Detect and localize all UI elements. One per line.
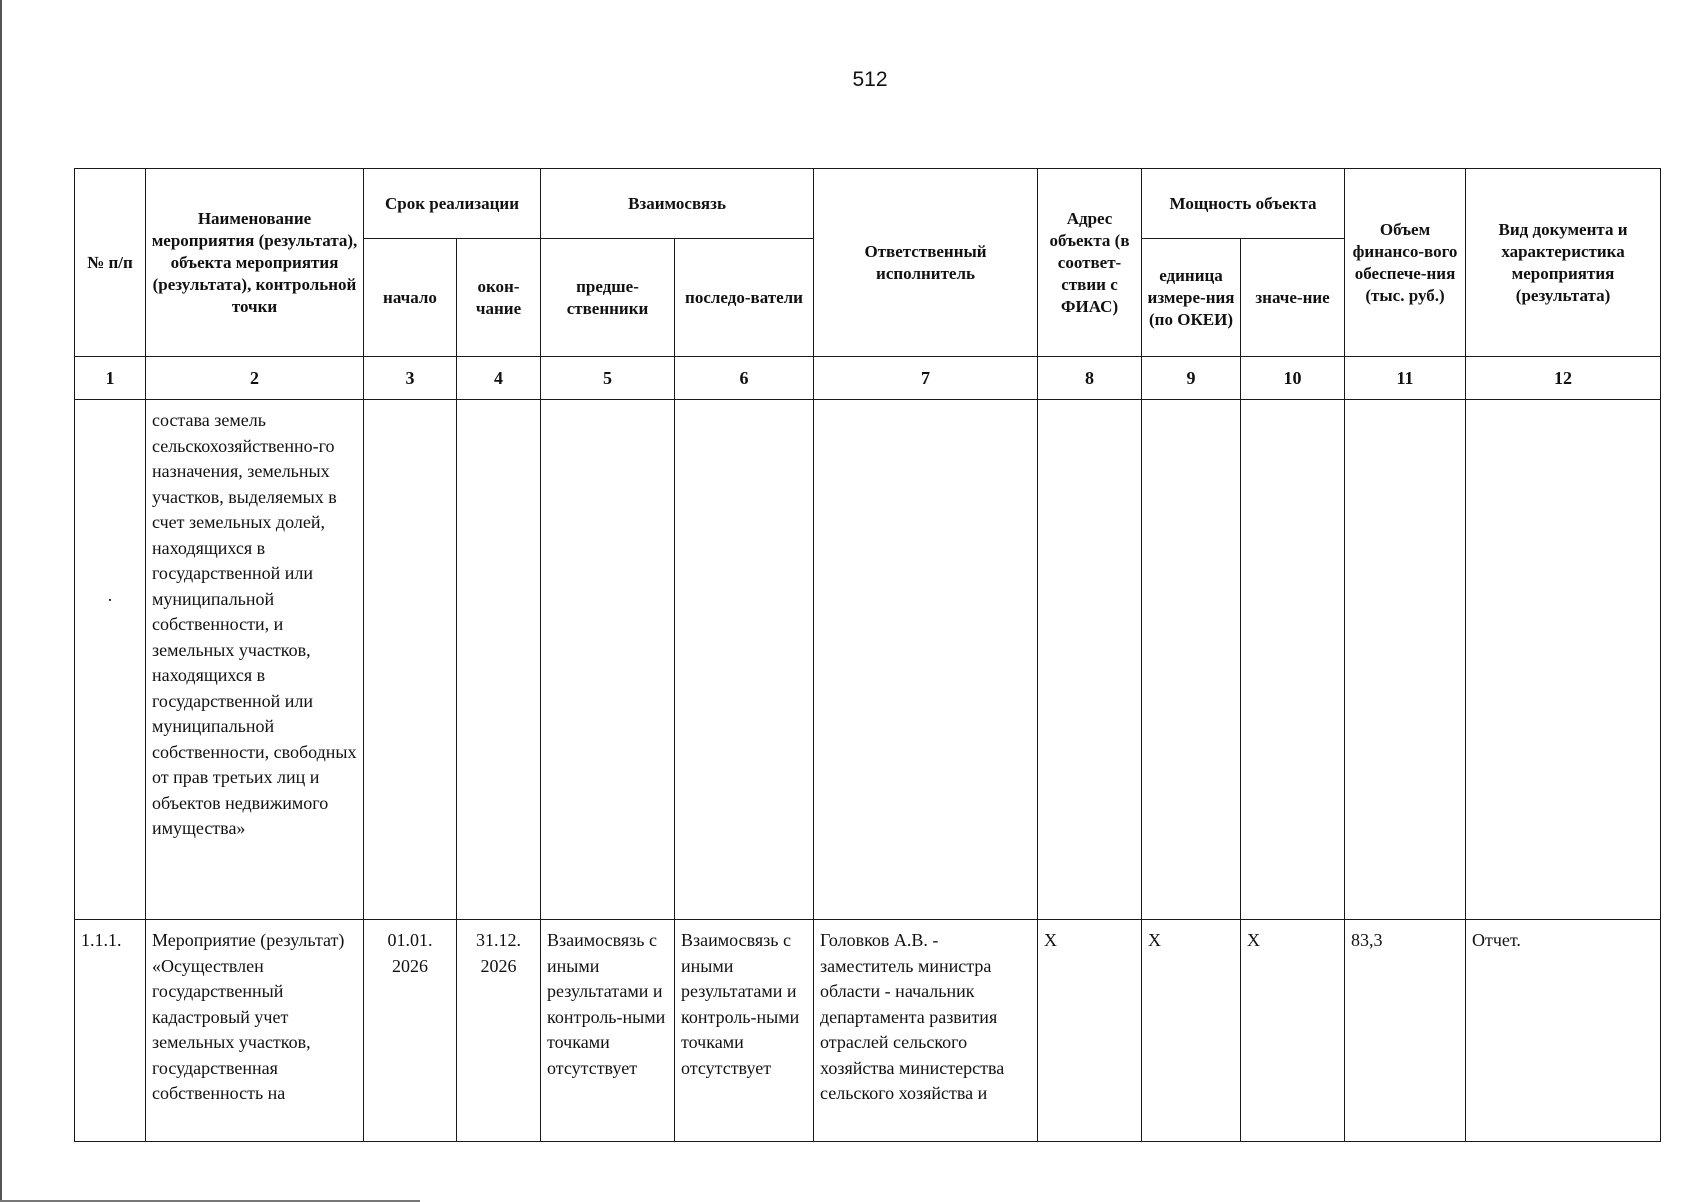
row-address [1038,400,1142,920]
column-number: 9 [1142,357,1241,400]
header-name: Наименование мероприятия (результата), объекта мероприятия (результата), контрольной точки [146,169,364,357]
activities-table [74,168,1661,1142]
header-capacity: Мощность объекта [1142,169,1345,239]
column-number: 6 [675,357,814,400]
page-number: 512 [852,68,888,91]
row-end [457,400,541,920]
row-num: . [107,585,113,605]
row-end: 31.12. 2026 [457,920,541,1142]
header-address: Адрес объекта (в соответ-ствии с ФИАС) [1038,169,1142,357]
header-num: № п/п [75,169,146,357]
row-unit [1142,400,1241,920]
header-cap-unit: единица измере-ния (по ОКЕИ) [1142,239,1241,357]
header-cap-value: значе-ние [1241,239,1345,357]
header-doc-type: Вид документа и характеристика мероприятия (результата) [1466,169,1661,357]
row-finance [1345,400,1466,920]
row-name: состава земель сельскохозяйственно-го назначения, земельных участков, выделяемых в счет земельных долей, находящихся в государственной или муниципальной собственности, и земельных участков, находящихся в государственной или муниципальной собственности, свободных от прав третьих лиц и объектов недвижимого имущества» [146,400,364,920]
column-number: 1 [75,357,146,400]
row-responsible: Головков А.В. - заместитель министра области - начальник департамента развития отраслей сельского хозяйства министерства сельского хозяйства и [814,920,1038,1142]
column-number: 11 [1345,357,1466,400]
column-number: 12 [1466,357,1661,400]
row-unit: X [1142,920,1241,1142]
header-term: Срок реализации [364,169,541,239]
row-doc: Отчет. [1466,920,1661,1142]
column-number: 8 [1038,357,1142,400]
column-number-row [75,357,1661,400]
row-num: 1.1.1. [75,920,146,1142]
row-next [675,400,814,920]
row-start [364,400,457,920]
row-start: 01.01. 2026 [364,920,457,1142]
table-row [75,400,1661,920]
header-rel-prev: предше-ственники [541,239,675,357]
header-relation: Взаимосвязь [541,169,814,239]
header-rel-next: последо-ватели [675,239,814,357]
column-number: 7 [814,357,1038,400]
row-value: X [1241,920,1345,1142]
row-num-cell [75,400,146,920]
row-next: Взаимосвязь с иными результатами и контроль-ными точками отсутствует [675,920,814,1142]
row-doc [1466,400,1661,920]
scan-left-edge [0,0,2,1200]
header-term-start: начало [364,239,457,357]
header-term-end: окон-чание [457,239,541,357]
column-number: 5 [541,357,675,400]
row-responsible [814,400,1038,920]
column-number: 4 [457,357,541,400]
table-row [75,920,1661,1142]
column-number: 3 [364,357,457,400]
row-address: X [1038,920,1142,1142]
header-finance: Объем финансо-вого обеспече-ния (тыс. руб.) [1345,169,1466,357]
row-prev [541,400,675,920]
column-number: 10 [1241,357,1345,400]
row-name: Мероприятие (результат) «Осуществлен государственный кадастровый учет земельных участков, государственная собственность на [146,920,364,1142]
header-responsible: Ответственный исполнитель [814,169,1038,357]
row-prev: Взаимосвязь с иными результатами и контроль-ными точками отсутствует [541,920,675,1142]
column-number: 2 [146,357,364,400]
row-finance: 83,3 [1345,920,1466,1142]
row-value [1241,400,1345,920]
